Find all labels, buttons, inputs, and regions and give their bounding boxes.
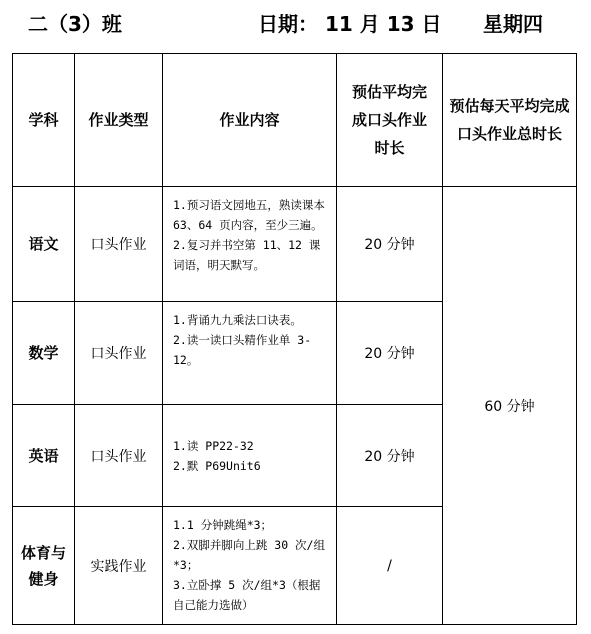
- col-header-subject: 学科: [13, 54, 75, 187]
- content-cell: [163, 187, 337, 302]
- col-header-total-duration: 预估每天平均完成口头作业总时长: [443, 54, 577, 187]
- date-label: 日期： 11 月 13 日: [258, 12, 442, 36]
- content-item: 3.立卧撑 5 次/组*3（根据自己能力选做）: [173, 578, 321, 612]
- subject-cell: 数学: [13, 302, 75, 405]
- content-item: 1.读 PP22-32: [173, 438, 254, 453]
- content-item: 2.双脚并脚向上跳 30 次/组*3；: [173, 538, 325, 572]
- subject-cell: 语文: [13, 187, 75, 302]
- content-item: 2.复习并书空第 11、12 课词语，明天默写。: [173, 238, 321, 272]
- type-cell: 口头作业: [75, 187, 163, 302]
- content-cell: [163, 302, 337, 405]
- content-item: 2.默 P69Unit6: [173, 458, 261, 473]
- content-cell: [163, 405, 337, 507]
- col-header-content: 作业内容: [163, 54, 337, 187]
- type-cell: 口头作业: [75, 405, 163, 507]
- col-header-type: 作业类型: [75, 54, 163, 187]
- content-item: 1.1 分钟跳绳*3；: [173, 518, 273, 532]
- type-cell: 口头作业: [75, 302, 163, 405]
- page-header: [0, 8, 591, 38]
- content-item: 2.读一读口头精作业单 3-12。: [173, 333, 312, 367]
- col-header-avg-duration: 预估平均完成口头作业时长: [337, 54, 443, 187]
- table-row: [13, 187, 577, 302]
- duration-cell: 20 分钟: [337, 187, 443, 302]
- duration-cell: 20 分钟: [337, 405, 443, 507]
- table-header-row: [13, 54, 577, 187]
- class-label: 二（3）班: [28, 12, 122, 36]
- content-item: 1.预习语文园地五，熟读课本 63、64 页内容，至少三遍。: [173, 198, 325, 232]
- weekday-label: 星期四: [483, 12, 543, 36]
- type-cell: 实践作业: [75, 507, 163, 625]
- total-duration-cell: 60 分钟: [443, 187, 577, 625]
- content-item: 1.背诵九九乘法口诀表。: [173, 313, 302, 327]
- homework-table: [12, 53, 577, 625]
- duration-cell: 20 分钟: [337, 302, 443, 405]
- content-cell: [163, 507, 337, 625]
- subject-cell: 体育与健身: [13, 507, 75, 625]
- duration-cell: /: [337, 507, 443, 625]
- subject-cell: 英语: [13, 405, 75, 507]
